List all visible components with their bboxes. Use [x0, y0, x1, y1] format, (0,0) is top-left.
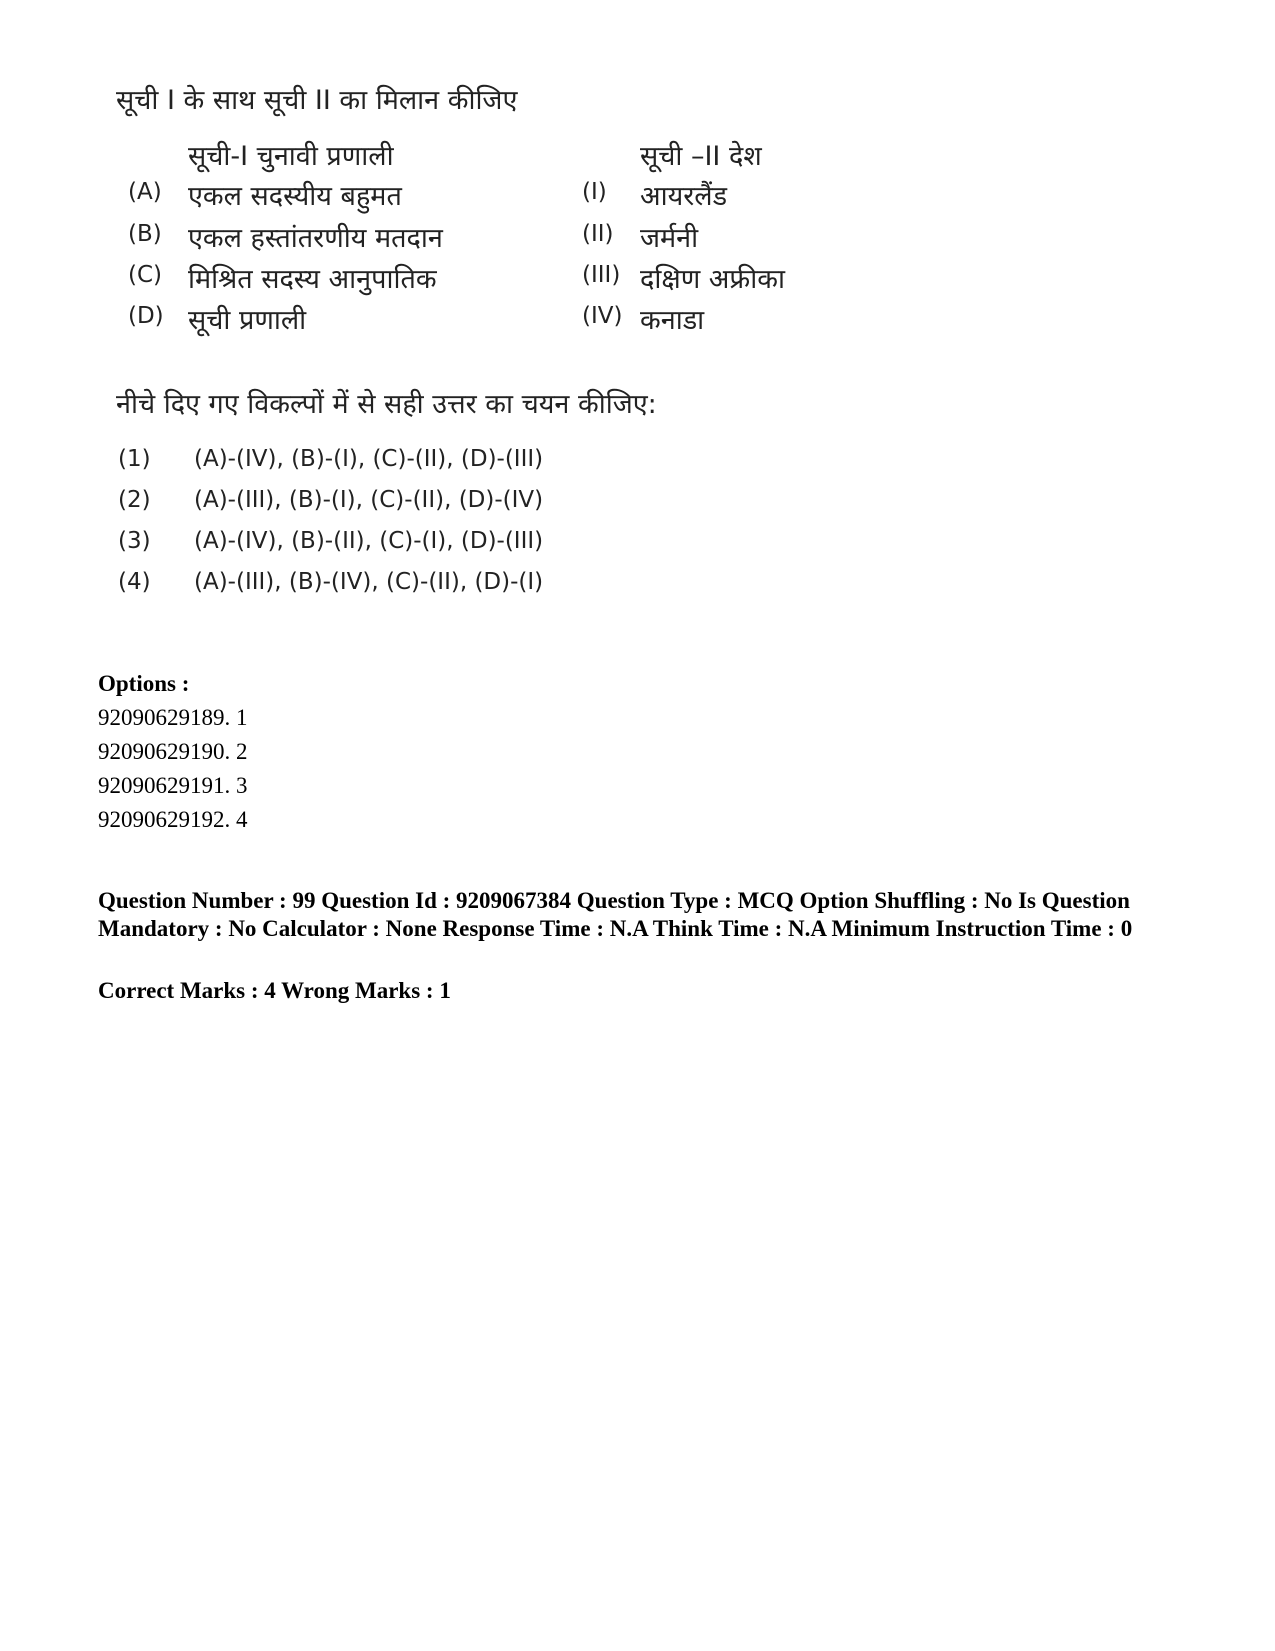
list-1-item: एकल हस्तांतरणीय मतदान: [188, 223, 443, 254]
list-1-label: (D): [128, 303, 164, 329]
answer-choice-number: (2): [118, 487, 151, 513]
list-2-item: आयरलैंड: [640, 181, 728, 212]
match-row: [0, 218, 1275, 258]
question-meta: Question Number : 99 Question Id : 9209067384 Question Type : MCQ Option Shuffling : No Is Question Mandatory : No Calculator : None Response Time : N.A Think Time : N.A Minimum Instruction Time : 0: [98, 888, 1133, 941]
answer-choice-text: (A)-(III), (B)-(IV), (C)-(II), (D)-(I): [194, 569, 544, 595]
list-2-header: सूची –II देश: [640, 141, 762, 172]
list-1-label: (A): [128, 179, 162, 205]
match-row: [0, 176, 1275, 216]
answer-choice-text: (A)-(III), (B)-(I), (C)-(II), (D)-(IV): [194, 487, 544, 513]
option-item: 92090629189. 1: [98, 705, 248, 730]
list-1-item: एकल सदस्यीय बहुमत: [188, 181, 402, 212]
match-row: [0, 300, 1275, 340]
answer-choice: [0, 487, 1275, 523]
list-2-label: (III): [582, 262, 621, 288]
marks-info: Correct Marks : 4 Wrong Marks : 1: [98, 978, 451, 1003]
list-1-item: मिश्रित सदस्य आनुपातिक: [188, 264, 437, 295]
option-item: 92090629191. 3: [98, 773, 248, 798]
list-2-item: जर्मनी: [640, 223, 699, 254]
answer-choice-number: (3): [118, 528, 151, 554]
answer-choice: [0, 528, 1275, 564]
answer-choice-number: (1): [118, 446, 151, 472]
answer-choice: [0, 569, 1275, 605]
list-1-label: (C): [128, 262, 163, 288]
question-instruction: सूची I के साथ सूची II का मिलान कीजिए: [116, 85, 518, 116]
answer-choice-text: (A)-(IV), (B)-(I), (C)-(II), (D)-(III): [194, 446, 544, 472]
list-2-label: (II): [582, 221, 614, 247]
list-2-item: कनाडा: [640, 305, 705, 336]
answer-choice-number: (4): [118, 569, 151, 595]
answer-choice: [0, 446, 1275, 482]
match-row: [0, 259, 1275, 299]
list-2-label: (IV): [582, 303, 623, 329]
list-2-item: दक्षिण अफ्रीका: [640, 264, 785, 295]
question-block: [0, 0, 1275, 640]
choose-answer-prompt: नीचे दिए गए विकल्पों में से सही उत्तर का चयन कीजिए:: [116, 389, 657, 420]
list-2-label: (I): [582, 179, 607, 205]
options-heading: Options :: [98, 671, 190, 696]
option-item: 92090629192. 4: [98, 807, 248, 832]
answer-choice-text: (A)-(IV), (B)-(II), (C)-(I), (D)-(III): [194, 528, 544, 554]
option-item: 92090629190. 2: [98, 739, 248, 764]
list-1-header: सूची-I चुनावी प्रणाली: [188, 141, 394, 172]
list-1-label: (B): [128, 221, 162, 247]
list-1-item: सूची प्रणाली: [188, 305, 307, 336]
